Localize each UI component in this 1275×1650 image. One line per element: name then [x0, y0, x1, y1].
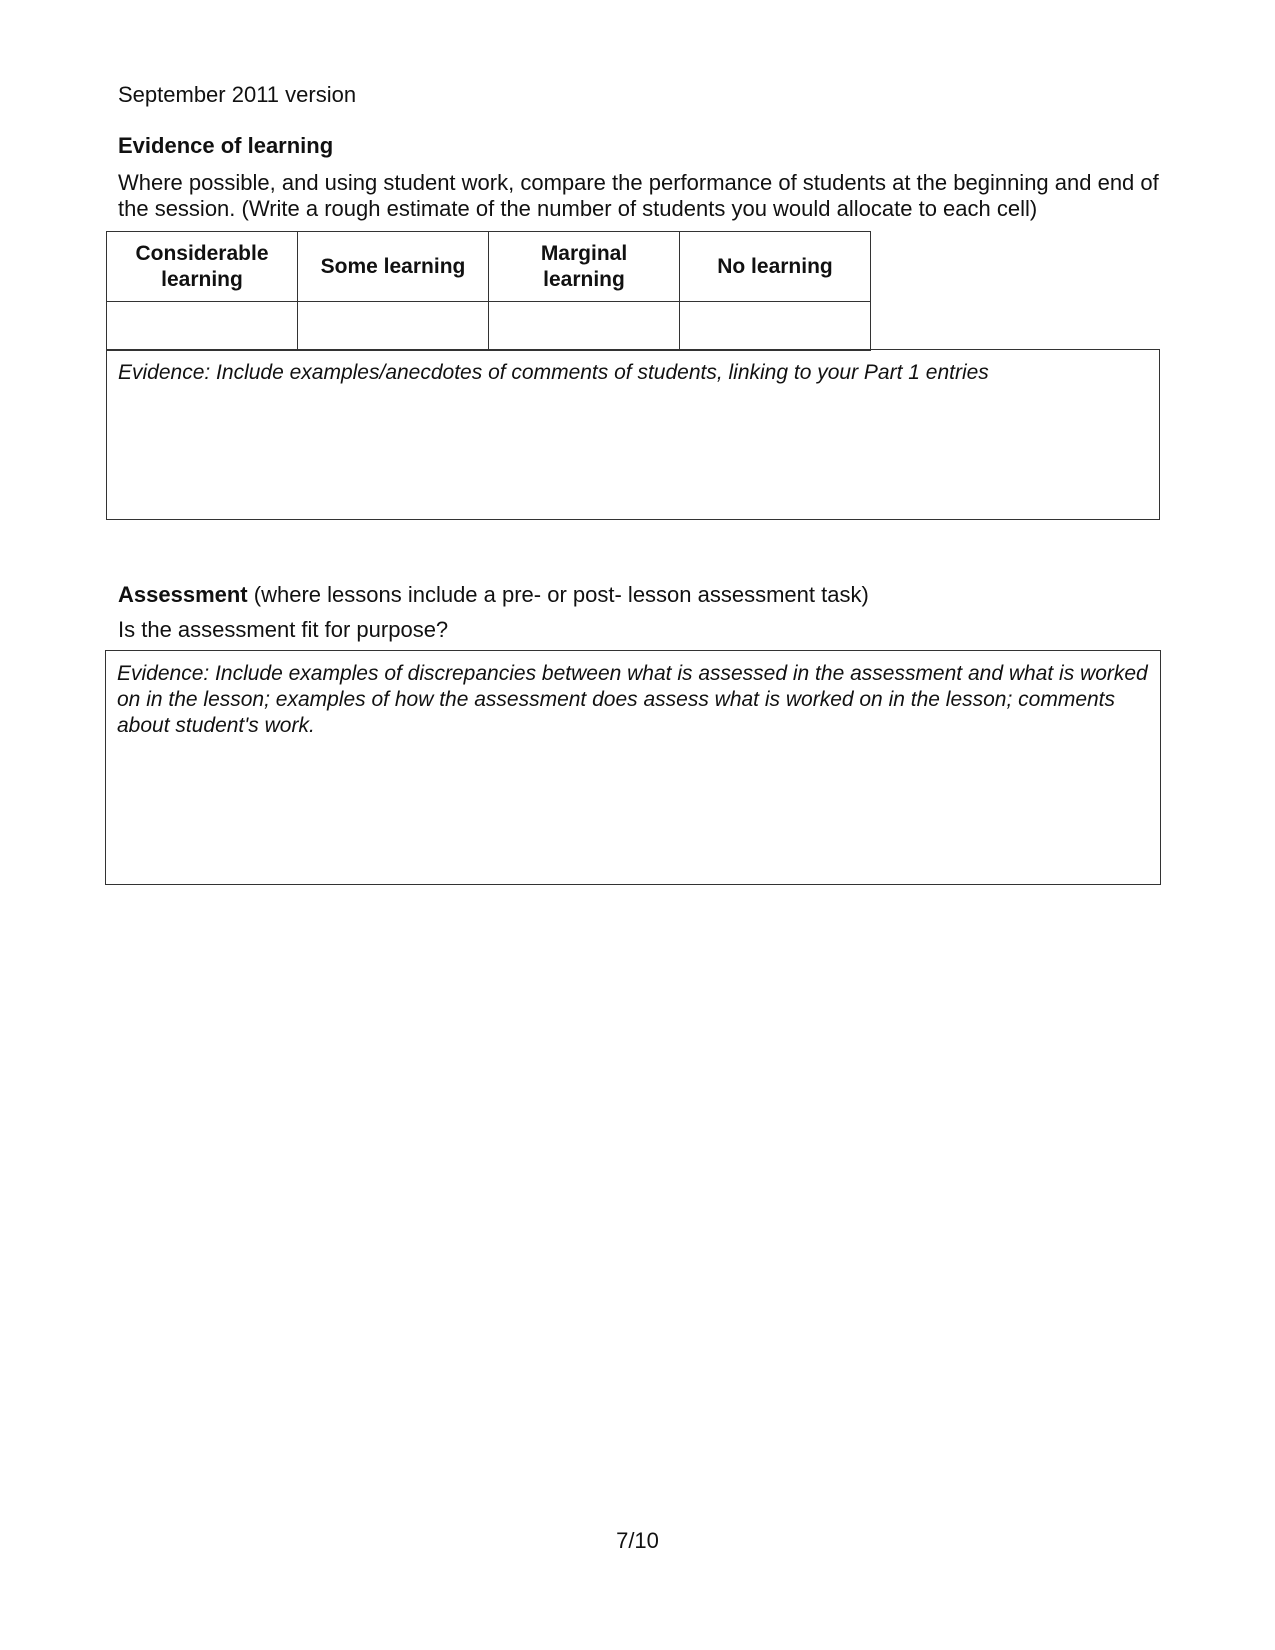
learning-table-header-row: [107, 232, 871, 302]
document-version: September 2011 version: [118, 82, 357, 107]
learning-evidence-prompt: Evidence: Include examples/anecdotes of comments of students, linking to your Part 1 entries: [118, 361, 989, 384]
assessment-evidence-prompt: Evidence: Include examples of discrepancies between what is assessed in the assessment and what is worked on in the lesson; examples of how the assessment does assess what is worked on in the lesson; comments about student's work.: [117, 662, 1148, 737]
assessment-heading-title: Assessment: [118, 582, 248, 607]
column-header-line: learning: [543, 267, 625, 291]
column-header-line: Some learning: [320, 254, 466, 278]
column-header-line: No learning: [717, 254, 833, 278]
column-header-line: Marginal: [540, 241, 628, 265]
assessment-heading: [118, 582, 869, 608]
count-cell-considerable-learning[interactable]: [107, 302, 298, 351]
column-header-marginal-learning: [489, 232, 680, 302]
assessment-heading-note: (where lessons include a pre- or post- lesson assessment task): [247, 582, 869, 607]
page-number: 7/10: [616, 1528, 659, 1553]
learning-instructions: Where possible, and using student work, compare the performance of students at the beginning and end of the session. (Write a rough estimate of the number of students you would allocate to each cell): [118, 170, 1159, 221]
learning-table: [106, 231, 871, 351]
evidence-of-learning-heading: Evidence of learning: [118, 133, 334, 158]
column-header-no-learning: [680, 232, 871, 302]
column-header-considerable-learning: [107, 232, 298, 302]
assessment-evidence-box[interactable]: [105, 650, 1161, 885]
assessment-question: Is the assessment fit for purpose?: [118, 617, 449, 642]
column-header-line: learning: [161, 267, 243, 291]
count-cell-marginal-learning[interactable]: [489, 302, 680, 351]
count-cell-some-learning[interactable]: [298, 302, 489, 351]
column-header-some-learning: [298, 232, 489, 302]
count-cell-no-learning[interactable]: [680, 302, 871, 351]
learning-table-count-row: [107, 302, 871, 351]
column-header-line: Considerable: [135, 241, 269, 265]
learning-evidence-box[interactable]: [106, 349, 1160, 520]
